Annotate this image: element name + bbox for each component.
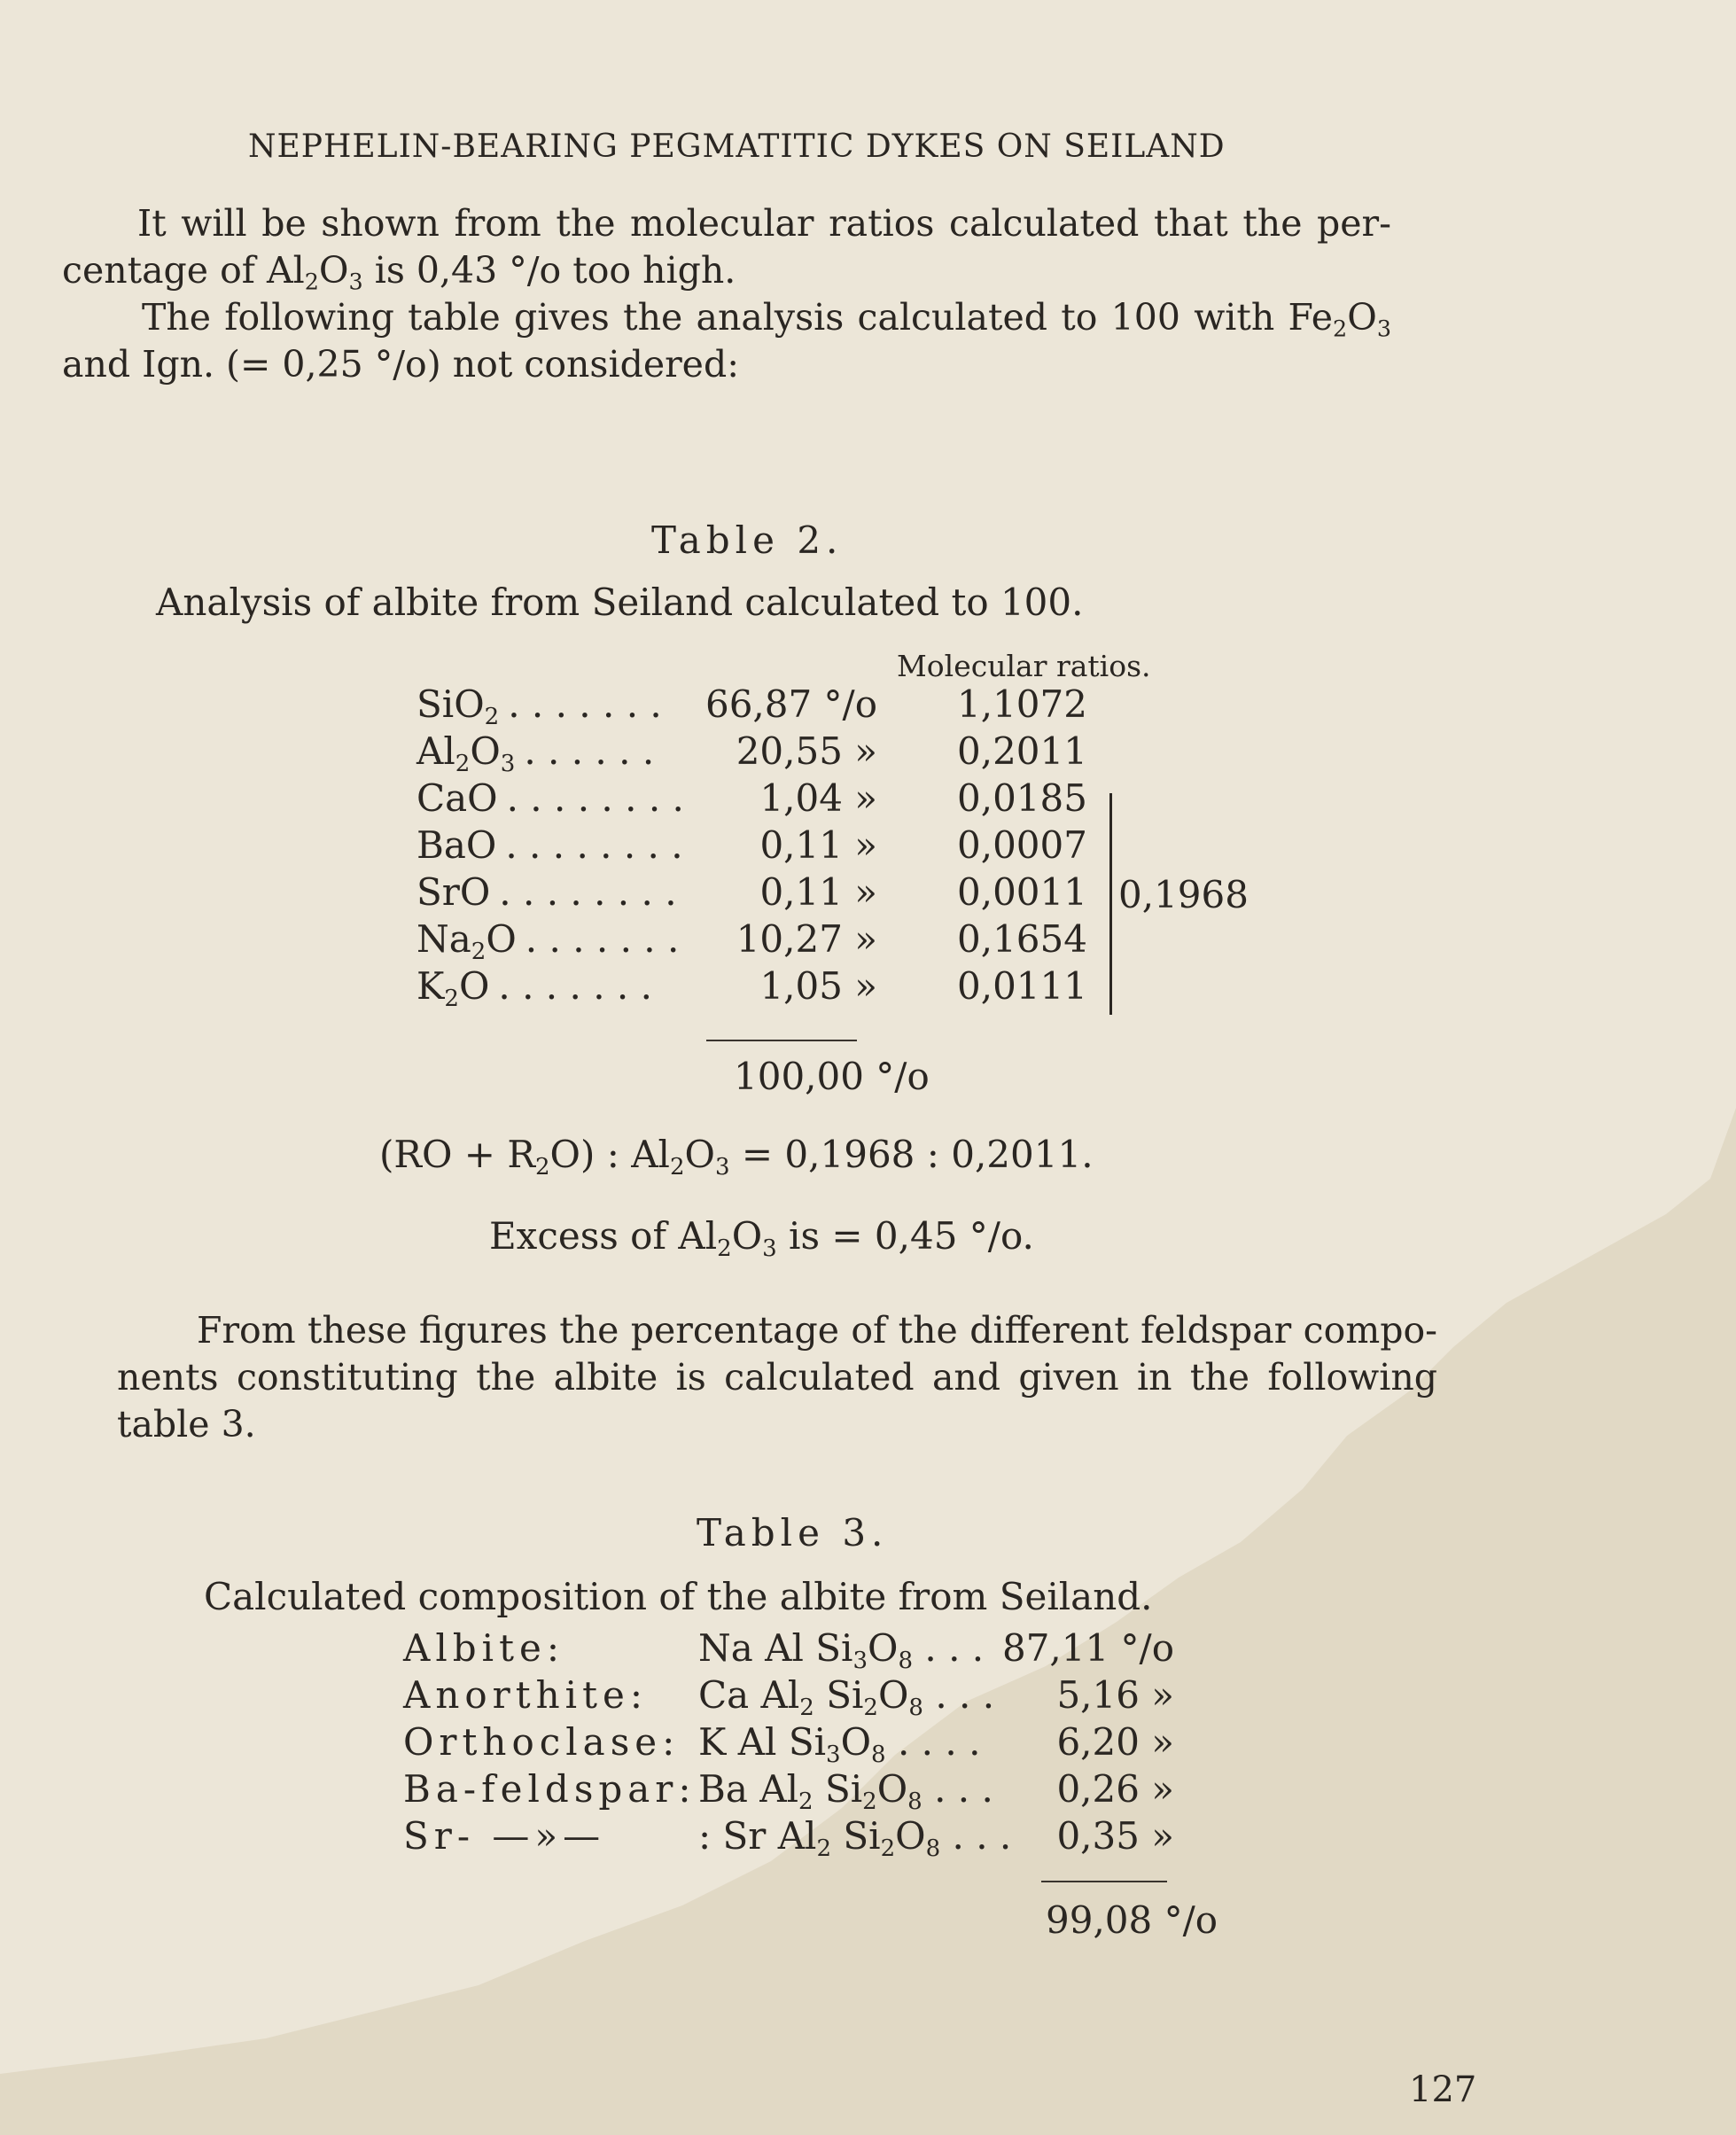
table2-ratio: 0,0111 — [957, 964, 1087, 1008]
intro-line-2: centage of $Al_2O_3$ is 0,43 °/o too high. — [62, 249, 736, 295]
table2-title: Table 2. — [651, 518, 844, 562]
table2-value: 10,27 » — [736, 917, 877, 961]
oxide-formula: $Na_2O$ — [416, 917, 517, 965]
table2-total-rule — [706, 1040, 857, 1041]
intro-line-4: and Ign. (= 0,25 °/o) not considered: — [62, 343, 740, 386]
feldspar-name: Anorthite: — [403, 1673, 648, 1717]
table2-value: 0,11 » — [759, 823, 877, 867]
feldspar-name: Albite: — [403, 1626, 564, 1670]
feldspar-formula: : Sr $Al_2$ $Si_2O_8$ . . . — [698, 1814, 1012, 1862]
page-number: 127 — [1409, 2069, 1477, 2110]
table2-total: 100,00 °/o — [734, 1055, 930, 1098]
feldspar-percent: 87,11 °/o — [1001, 1626, 1174, 1670]
feldspar-formula: Ca $Al_2$ $Si_2O_8$ . . . — [698, 1673, 995, 1721]
intro-paragraph — [62, 200, 1391, 388]
table3-caption: Calculated composition of the albite from Seiland. — [204, 1575, 1153, 1618]
table3-total-rule — [1041, 1881, 1167, 1882]
feldspar-percent: 6,20 » — [1056, 1720, 1174, 1764]
table2-caption — [156, 581, 1083, 624]
table3-body — [0, 1626, 1736, 1866]
feldspar-percent: 0,35 » — [1056, 1814, 1174, 1858]
table2-value: 0,11 » — [759, 870, 877, 914]
running-header: NEPHELIN-BEARING PEGMATITIC DYKES ON SEILAND — [248, 129, 1226, 165]
oxide-formula: CaO — [416, 776, 498, 820]
leader-dots: . . . . . . — [524, 729, 655, 773]
leader-dots: . . . . . . . . — [506, 776, 684, 820]
oxide-formula: $K_2O$ — [416, 964, 490, 1012]
oxide-formula: $Al_2O_3$ — [416, 729, 516, 777]
para2-line-2: nents constituting the albite is calculated and given in the following — [117, 1356, 1437, 1399]
para2-line-1: From these figures the percentage of the different feldspar compo- — [197, 1309, 1437, 1352]
bracket-sum: 0,1968 — [1118, 873, 1249, 916]
table2-ratio: 0,0011 — [957, 870, 1087, 914]
feldspar-name: Ba-feldspar: — [403, 1767, 697, 1811]
table2-body — [0, 682, 1736, 1019]
table2-ratio: 0,1654 — [957, 917, 1087, 961]
feldspar-percent: 0,26 » — [1056, 1767, 1174, 1811]
feldspar-name: Orthoclase: — [403, 1720, 681, 1764]
feldspar-formula: Na Al $Si_3O_8$ . . . — [698, 1626, 985, 1674]
table2-caption-text: Analysis of albite from Seiland calculated to 100. — [156, 581, 1084, 624]
brace-icon — [1109, 793, 1112, 1015]
feldspar-formula: Ba $Al_2$ $Si_2O_8$ . . . — [698, 1767, 993, 1815]
feldspar-formula: K Al $Si_3O_8$ . . . . — [698, 1720, 981, 1768]
intro-line-3: The following table gives the analysis calculated to 100 with $Fe_2O_3$ — [142, 296, 1391, 342]
table2-ratio: 0,0007 — [957, 823, 1087, 867]
oxide-formula: BaO — [416, 823, 497, 867]
oxide-formula: SiO$_2$ — [416, 682, 500, 730]
oxide-formula: SrO — [416, 870, 491, 914]
leader-dots: . . . . . . . — [508, 682, 662, 726]
molecular-ratios-header: Molecular ratios. — [897, 649, 1151, 683]
para2-line-3: table 3. — [117, 1403, 256, 1445]
table2-ratio: 0,2011 — [957, 729, 1087, 773]
excess-statement: Excess of $Al_2O_3$ is = 0,45 °/o. — [489, 1214, 1034, 1262]
table2-ratio: 1,1072 — [957, 682, 1087, 726]
table2-value: 1,04 » — [759, 776, 877, 820]
intro-line-1: It will be shown from the molecular ratios calculated that the per- — [137, 202, 1391, 245]
table2-value: 66,87 °/o — [705, 682, 877, 726]
ratio-equation: $(RO + R_2O)$ : $Al_2O_3 = 0,1968$ : 0,2011. — [379, 1133, 1094, 1180]
paragraph-2 — [117, 1307, 1437, 1448]
table2-ratio: 0,0185 — [957, 776, 1087, 820]
leader-dots: . . . . . . . — [498, 964, 652, 1008]
feldspar-name: Sr- —»— — [403, 1814, 606, 1858]
feldspar-percent: 5,16 » — [1056, 1673, 1174, 1717]
table3-title: Table 3. — [697, 1511, 889, 1554]
leader-dots: . . . . . . . — [525, 917, 680, 961]
table3-total: 99,08 °/o — [1046, 1898, 1218, 1942]
table2-value: 1,05 » — [759, 964, 877, 1008]
leader-dots: . . . . . . . . — [505, 823, 683, 867]
leader-dots: . . . . . . . . — [499, 870, 677, 914]
table2-value: 20,55 » — [736, 729, 877, 773]
